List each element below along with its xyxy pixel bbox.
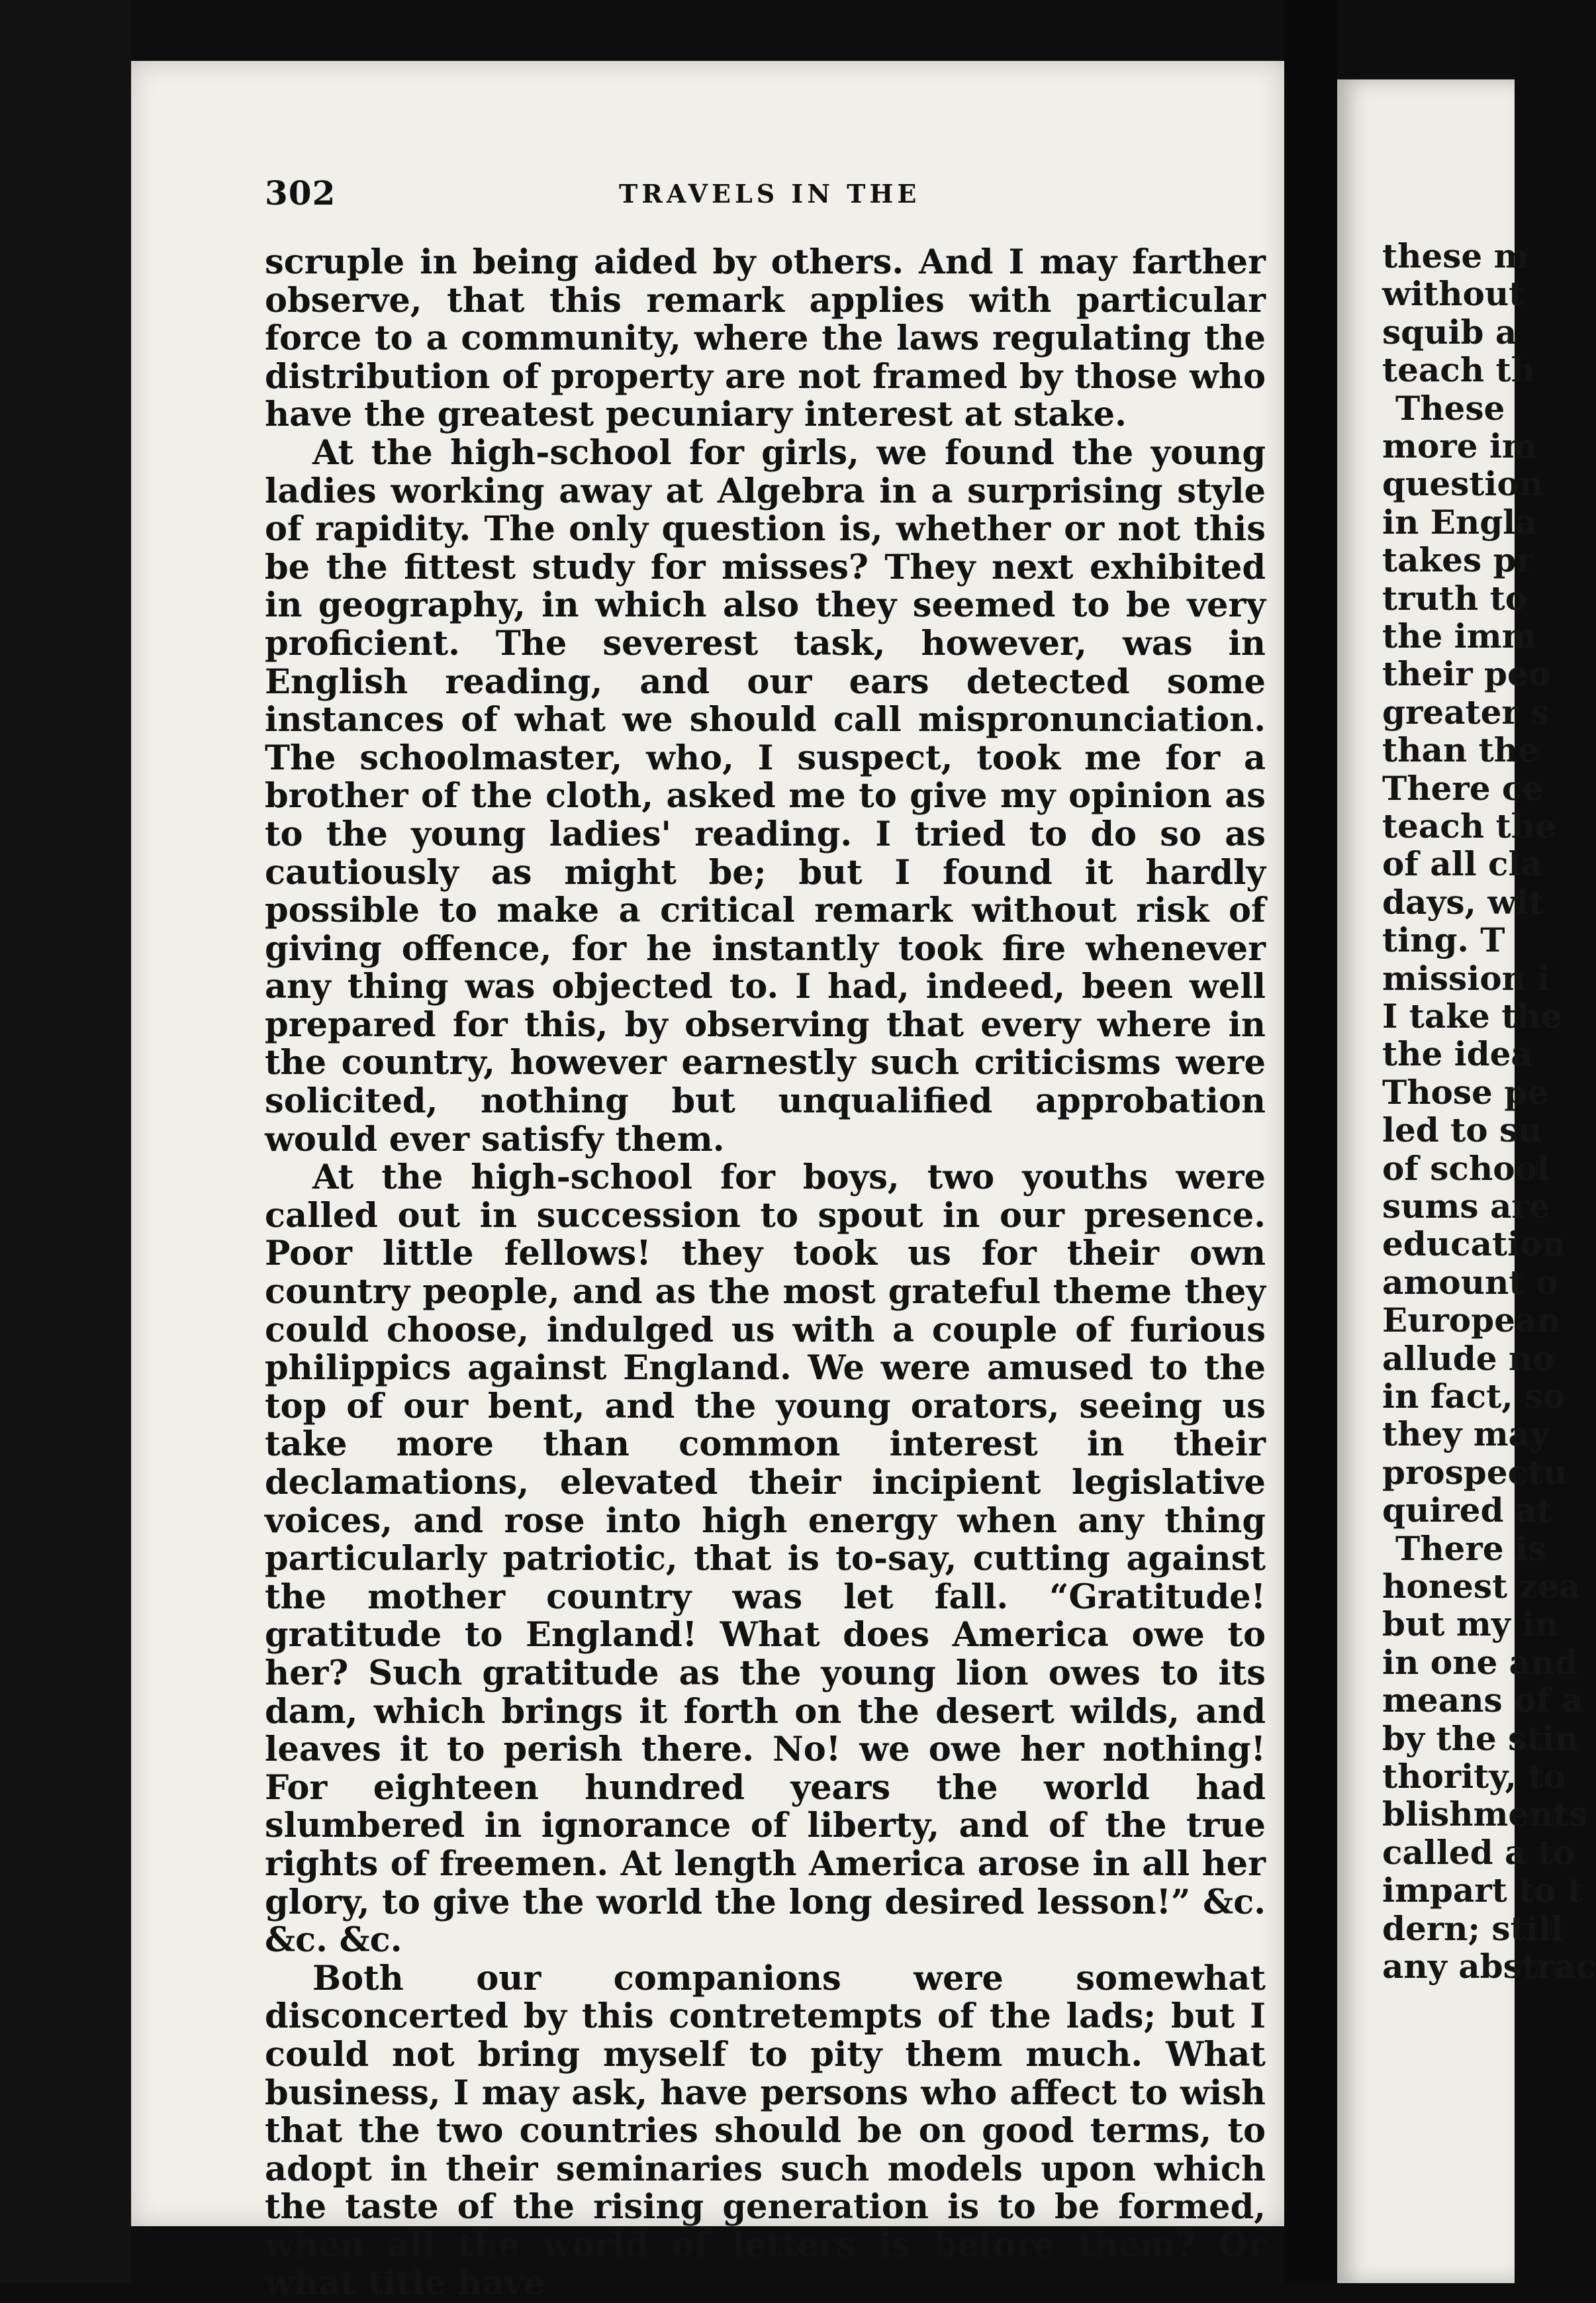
facing-line: I take the bbox=[1382, 997, 1562, 1036]
facing-line: impart to t bbox=[1382, 1871, 1583, 1910]
facing-line: Those pe bbox=[1382, 1072, 1549, 1112]
paragraph: scruple in being aided by others. And I may farther observe, that this remark applies with particular force to a community, where the laws regulating the distribution of property are not framed by those who have the greatest pecuniary interest at stake. bbox=[265, 242, 1266, 435]
facing-line: honest zea bbox=[1382, 1567, 1581, 1606]
facing-line: the imm bbox=[1382, 616, 1537, 656]
facing-line: the idea bbox=[1382, 1034, 1532, 1074]
paragraph: At the high-school for boys, two youths were called out in succession to spout in our presence. Poor little fellows! they took us for their own country people, and as the most grateful theme they could choose, indulged us with a couple of furious philippics against England. We were amused to the top of our bent, and the young orators, seeing us take more than common interest in their declamations, elevated their incipient legislative voices, and rose into high energy when any thing particularly patriotic, that is to-say, cutting against the mother country was let fall. “Gratitude! gratitude to England! What does America owe to her? Such gratitude as the young lion owes to its dam, which brings it forth on the desert wilds, and leaves it to perish there. No! we owe her nothing! For eighteen hundred years the world had slumbered in ignorance of liberty, and of the true rights of freemen. At length America arose in all her glory, to give the world the long desired lesson!” &c. &c. &c. bbox=[265, 1157, 1266, 1961]
facing-line: question bbox=[1382, 464, 1544, 504]
facing-line: they may bbox=[1382, 1414, 1550, 1454]
facing-line: There ce bbox=[1382, 768, 1544, 808]
facing-line: these m bbox=[1382, 236, 1529, 275]
facing-line: their peo bbox=[1382, 654, 1551, 694]
facing-line: in Engla bbox=[1382, 502, 1537, 542]
facing-line: of all cla bbox=[1382, 844, 1542, 884]
facing-line: quired at bbox=[1382, 1491, 1552, 1530]
facing-line: truth to bbox=[1382, 578, 1528, 618]
facing-line: prospectu bbox=[1382, 1452, 1568, 1492]
page-header bbox=[265, 173, 1266, 213]
facing-line: ting. T bbox=[1382, 920, 1505, 960]
body-text bbox=[265, 244, 1266, 2303]
facing-line: takes pr bbox=[1382, 540, 1534, 580]
facing-line: sums are bbox=[1382, 1187, 1550, 1226]
page-number: 302 bbox=[265, 173, 336, 213]
facing-line: teach th bbox=[1382, 350, 1535, 390]
facing-line: blishments bbox=[1382, 1794, 1587, 1834]
facing-line: without bbox=[1382, 274, 1525, 314]
facing-line: of school bbox=[1382, 1148, 1550, 1188]
facing-line: squib a bbox=[1382, 312, 1517, 352]
facing-line: dern; still bbox=[1382, 1908, 1564, 1948]
facing-line: thority, to bbox=[1382, 1757, 1566, 1796]
facing-line: European bbox=[1382, 1300, 1561, 1340]
facing-line: greater s bbox=[1382, 692, 1550, 732]
facing-line: These bbox=[1395, 388, 1505, 428]
facing-line: but my in bbox=[1382, 1604, 1559, 1644]
running-title: TRAVELS IN THE bbox=[619, 179, 921, 209]
facing-line: days, wit bbox=[1382, 882, 1544, 922]
facing-line: by the stin bbox=[1382, 1718, 1579, 1758]
facing-line: teach the bbox=[1382, 807, 1556, 846]
facing-line: in one and bbox=[1382, 1642, 1578, 1682]
facing-line: any abstrac bbox=[1382, 1947, 1596, 1986]
facing-line: than the bbox=[1382, 730, 1539, 770]
facing-line: means of a bbox=[1382, 1681, 1583, 1720]
facing-line: led to su bbox=[1382, 1110, 1542, 1150]
facing-line: amount o bbox=[1382, 1262, 1558, 1302]
paragraph: At the high-school for girls, we found the young ladies working away at Algebra in a surprising style of rapidity. The only question is, whether or not this be the fittest study for misses? They next exhibited in geography, in which also they seemed to be very proficient. The severest task, however, was in English reading, and our ears detected some instances of what we should call mispronunciation. The schoolmaster, who, I suspect, took me for a brother of the cloth, asked me to give my opinion as to the young ladies' reading. I tried to do so as cautiously as might be; but I found it hardly possible to make a critical remark without risk of giving offence, for he instantly took fire whenever any thing was objected to. I had, indeed, been well prepared for this, by observing that every where in the country, however earnestly such criticisms were solicited, nothing but unqualified approbation would ever satisfy them. bbox=[265, 432, 1266, 1159]
paragraph: Both our companions were somewhat disconcerted by this contretempts of the lads; but I could not bring myself to pity them much. What business, I may ask, have persons who affect to wish that the two countries should be on good terms, to adopt in their seminaries such models upon which the taste of the rising generation is to be formed, when all the world of letters is before them? Or what title have bbox=[265, 1958, 1266, 2303]
facing-line: called a to bbox=[1382, 1832, 1575, 1872]
facing-line: education bbox=[1382, 1224, 1566, 1264]
facing-line: There is bbox=[1395, 1528, 1547, 1568]
facing-line: more im bbox=[1382, 426, 1537, 466]
facing-line: in fact, so bbox=[1382, 1377, 1566, 1416]
facing-line: allude no bbox=[1382, 1338, 1555, 1378]
facing-line: mission i bbox=[1382, 958, 1550, 998]
